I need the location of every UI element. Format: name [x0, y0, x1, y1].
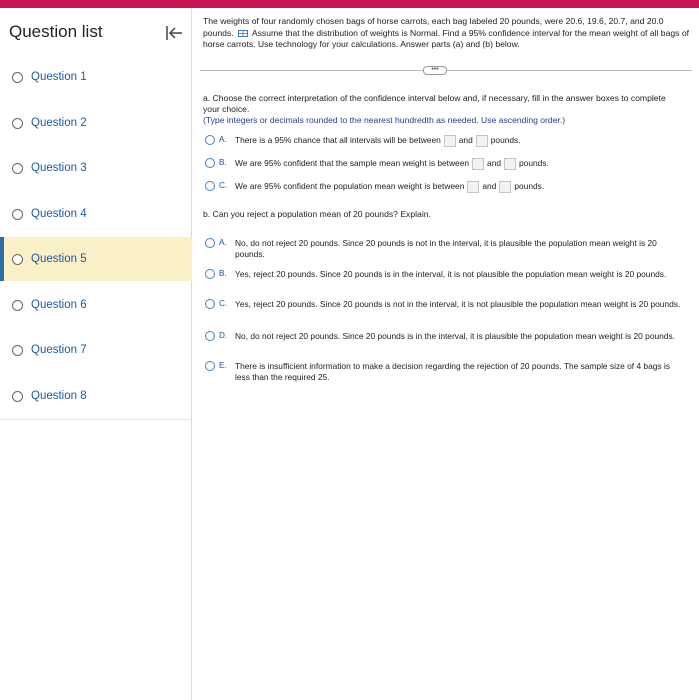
- sidebar-item-label: Question 2: [31, 117, 87, 129]
- option-letter: B.: [219, 158, 227, 167]
- part-a-note: (Type integers or decimals rounded to the nearest hundredth as needed. Use ascending order.): [203, 115, 566, 125]
- part-b-option-e[interactable]: [203, 360, 689, 384]
- option-post: pounds.: [490, 135, 521, 146]
- sidebar-item-question-3[interactable]: [0, 146, 192, 190]
- radio-icon: [12, 209, 23, 220]
- radio-button[interactable]: [205, 158, 215, 168]
- stem-text-2: Assume that the distribution of weights is Normal. Find a 95% confidence interval for the mean weight of all bags of horse carrots. Use technology for your calculations. Answer parts (a) and (b) below.: [203, 27, 689, 49]
- sidebar-item-question-5[interactable]: [0, 237, 192, 281]
- option-post: pounds.: [519, 158, 549, 169]
- radio-icon: [12, 118, 23, 129]
- part-a-option-a[interactable]: [203, 134, 689, 148]
- option-pre: We are 95% confident that the sample mean weight is between: [235, 158, 470, 169]
- option-pre: We are 95% confident the population mean weight is between: [235, 181, 465, 192]
- option-text: Yes, reject 20 pounds. Since 20 pounds is in the interval, it is not plausible the population mean weight is 20 pounds.: [235, 269, 667, 279]
- sidebar-item-question-6[interactable]: [0, 283, 192, 327]
- option-text: [235, 181, 544, 193]
- lower-bound-input[interactable]: [472, 158, 484, 170]
- radio-button[interactable]: [205, 361, 215, 371]
- sidebar-item-question-4[interactable]: [0, 192, 192, 236]
- sidebar-header: [0, 8, 191, 58]
- option-letter: C.: [219, 299, 228, 308]
- sidebar-item-label: Question 4: [31, 208, 87, 220]
- upper-bound-input[interactable]: [476, 135, 488, 147]
- radio-icon: [12, 391, 23, 402]
- collapse-sidebar-icon[interactable]: [164, 23, 184, 43]
- brand-bar: [0, 0, 699, 8]
- option-letter: A.: [219, 135, 227, 144]
- option-mid: and: [482, 181, 497, 192]
- data-set-icon[interactable]: [238, 30, 248, 37]
- radio-icon: [12, 300, 23, 311]
- option-text: [235, 158, 549, 170]
- radio-icon: [12, 72, 23, 83]
- option-post: pounds.: [514, 181, 545, 192]
- radio-button[interactable]: [205, 269, 215, 279]
- radio-button[interactable]: [205, 331, 215, 341]
- option-text: [235, 135, 521, 147]
- option-pre: There is a 95% chance that all intervals will be between: [235, 135, 441, 146]
- sidebar-item-question-7[interactable]: [0, 328, 192, 372]
- radio-button[interactable]: [205, 181, 215, 191]
- question-list-sidebar: [0, 8, 192, 700]
- lower-bound-input[interactable]: [467, 181, 479, 193]
- option-letter: D.: [219, 331, 228, 340]
- part-b-option-b[interactable]: [203, 268, 689, 292]
- radio-button[interactable]: [205, 238, 215, 248]
- option-letter: A.: [219, 238, 227, 247]
- part-a-prompt: a. Choose the correct interpretation of the confidence interval below and, if necessary, fill in the answer boxes to complete your choice.: [203, 93, 666, 114]
- radio-button[interactable]: [205, 299, 215, 309]
- sidebar-item-question-8[interactable]: [0, 374, 192, 418]
- radio-icon: [12, 345, 23, 356]
- lower-bound-input[interactable]: [444, 135, 456, 147]
- upper-bound-input[interactable]: [504, 158, 516, 170]
- sidebar-item-label: Question 3: [31, 162, 87, 174]
- option-letter: C.: [219, 181, 228, 190]
- sidebar-item-label: Question 8: [31, 390, 87, 402]
- radio-icon: [12, 254, 23, 265]
- sidebar-item-label: Question 7: [31, 344, 87, 356]
- option-letter: E.: [219, 361, 227, 370]
- part-a-option-c[interactable]: [203, 180, 689, 194]
- option-text: Yes, reject 20 pounds. Since 20 pounds is not in the interval, it is not plausible the population mean weight is 20 pounds.: [235, 299, 681, 309]
- option-letter: B.: [219, 269, 227, 278]
- sidebar-item-label: Question 1: [31, 71, 87, 83]
- option-text: No, do not reject 20 pounds. Since 20 pounds is not in the interval, it is plausible the population mean weight is 20 pounds.: [235, 238, 657, 259]
- sidebar-title: Question list: [9, 22, 103, 41]
- sidebar-item-question-1[interactable]: [0, 55, 192, 99]
- expand-more-button[interactable]: •••: [423, 66, 447, 75]
- sidebar-divider: [0, 419, 192, 420]
- part-b-prompt: b. Can you reject a population mean of 20 pounds? Explain.: [203, 209, 431, 219]
- option-mid: and: [458, 135, 473, 146]
- part-b-option-a[interactable]: [203, 237, 689, 261]
- sidebar-item-label: Question 6: [31, 299, 87, 311]
- option-text: No, do not reject 20 pounds. Since 20 pounds is in the interval, it is plausible the population mean weight is 20 pounds.: [235, 331, 675, 341]
- part-b-option-c[interactable]: [203, 298, 689, 322]
- sidebar-item-label: Question 5: [31, 253, 87, 265]
- radio-button[interactable]: [205, 135, 215, 145]
- option-mid: and: [487, 158, 502, 169]
- option-text: There is insufficient information to make a decision regarding the rejection of 20 pounds. The sample size of 4 bags is less than the required 25.: [235, 361, 670, 382]
- part-b-option-d[interactable]: [203, 330, 689, 354]
- part-a-option-b[interactable]: [203, 157, 689, 171]
- upper-bound-input[interactable]: [499, 181, 511, 193]
- question-stem: [203, 16, 689, 51]
- sidebar-item-question-2[interactable]: [0, 101, 192, 145]
- radio-icon: [12, 163, 23, 174]
- stem-text-1: The weights of four randomly chosen bags of horse carrots, each bag labeled 20 pounds, were 20.6, 19.6, 20.7, and 20.0 pounds.: [203, 16, 664, 38]
